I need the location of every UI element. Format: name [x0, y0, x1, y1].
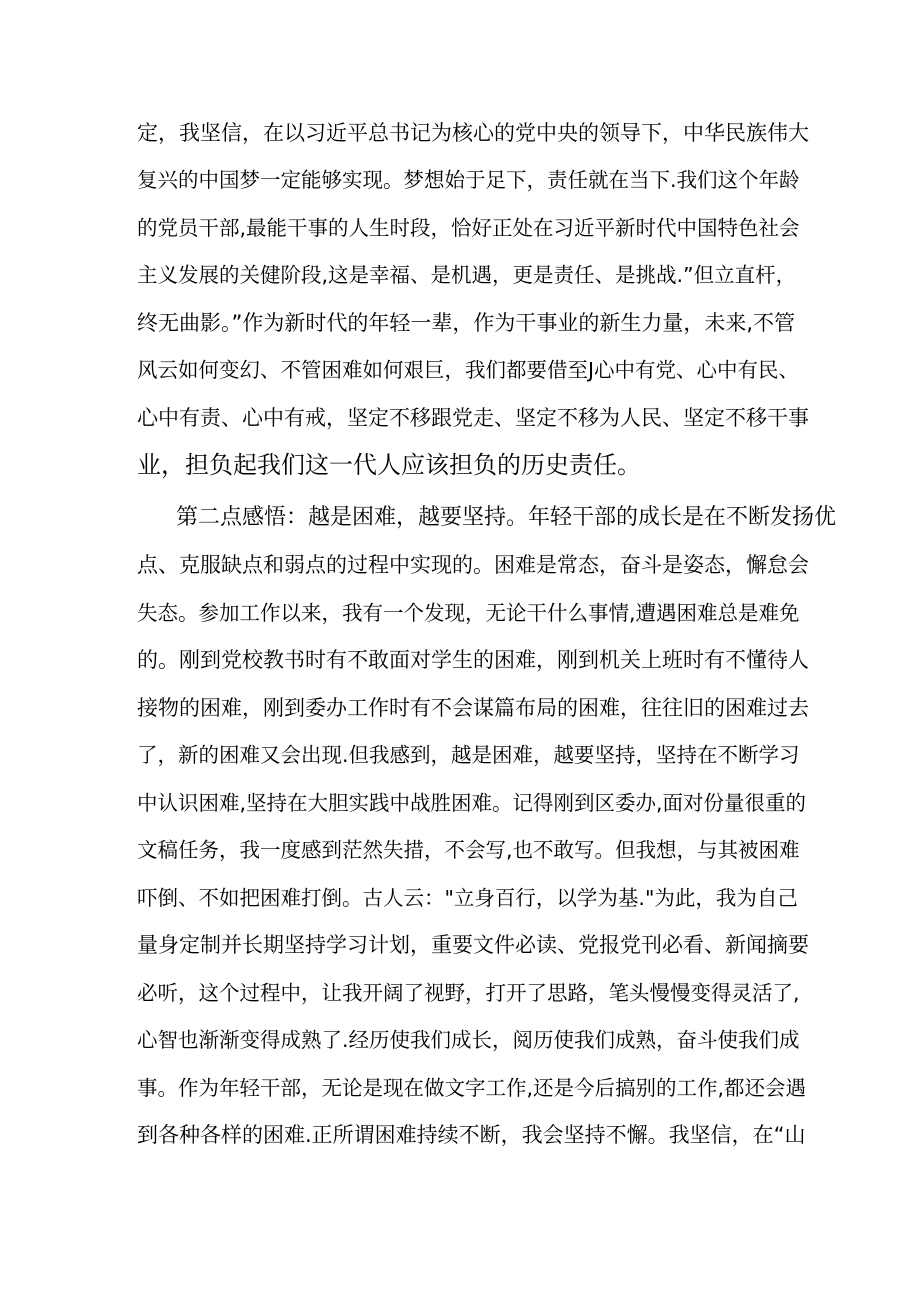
text-line: 复兴的中国梦一定能够实现。梦想始于足下，责任就在当下.我们这个年龄 — [137, 168, 800, 192]
text-line: 终无曲影。”作为新时代的年轻一辈，作为干事业的新生力量，未来,不管 — [137, 311, 796, 335]
text-line: 事。作为年轻干部，无论是现在做文字工作,还是今后搞别的工作,都还会遇 — [137, 1076, 807, 1100]
text-line: 心中有责、心中有戒，坚定不移跟党走、坚定不移为人民、坚定不移干事 — [137, 406, 809, 430]
text-line: 吓倒、不如把困难打倒。古人云："立身百行，以学为基."为此，我为自己 — [137, 886, 798, 910]
text-line: 量身定制并长期坚持学习计划，重要文件必读、党报党刊必看、新闻摘要 — [137, 933, 809, 957]
text-line: 文稿任务，我一度感到茫然失措，不会写,也不敢写。但我想，与其被困难 — [137, 838, 800, 862]
text-line: 失态。参加工作以来，我有一个发现，无论干什么事情,遭遇困难总是难免 — [137, 601, 800, 625]
text-line: 第二点感悟：越是困难，越要坚持。年轻干部的成长是在不断发扬优 — [176, 505, 837, 530]
text-line: 风云如何变幻、不管困难如何艰巨，我们都要借至J心中有党、心中有民、 — [137, 358, 800, 382]
text-line: 心智也渐渐变得成熟了.经历使我们成长，阅历使我们成熟，奋斗使我们成 — [137, 1028, 800, 1052]
text-line: 主义发展的关健阶段,这是幸福、是机遇，更是责任、是挑战.”但立直杆， — [137, 263, 797, 287]
text-line: 业，担负起我们这一代人应该担负的历史责任。 — [137, 451, 641, 479]
text-line: 接物的困难，刚到委办工作时有不会谋篇布局的困难，往往旧的困难过去 — [137, 696, 809, 720]
text-line: 到各种各样的困难.正所谓困难持续不断，我会坚持不懈。我坚信，在“山 — [137, 1123, 806, 1147]
text-line: 了，新的困难又会出现.但我感到，越是困难，越要坚持，坚持在不断学习 — [137, 743, 800, 767]
text-line: 定，我坚信，在以习近平总书记为核心的党中央的领导下，中华民族伟大 — [137, 121, 809, 145]
text-line: 的党员干部,最能干事的人生时段，恰好正处在习近平新时代中国特色社会 — [137, 216, 800, 240]
text-line: 点、克服缺点和弱点的过程中实现的。困难是常态，奋斗是姿态，懈怠会 — [137, 553, 809, 577]
text-line: 必听，这个过程中，让我开阔了视野，打开了思路，笔头慢慢变得灵活了, — [137, 981, 800, 1005]
text-line: 中认识困难,坚持在大胆实践中战胜困难。记得刚到区委办,面对份量很重的 — [137, 791, 807, 815]
text-line: 的。刚到党校教书时有不敢面对学生的困难，刚到机关上班时有不懂待人 — [137, 648, 809, 672]
